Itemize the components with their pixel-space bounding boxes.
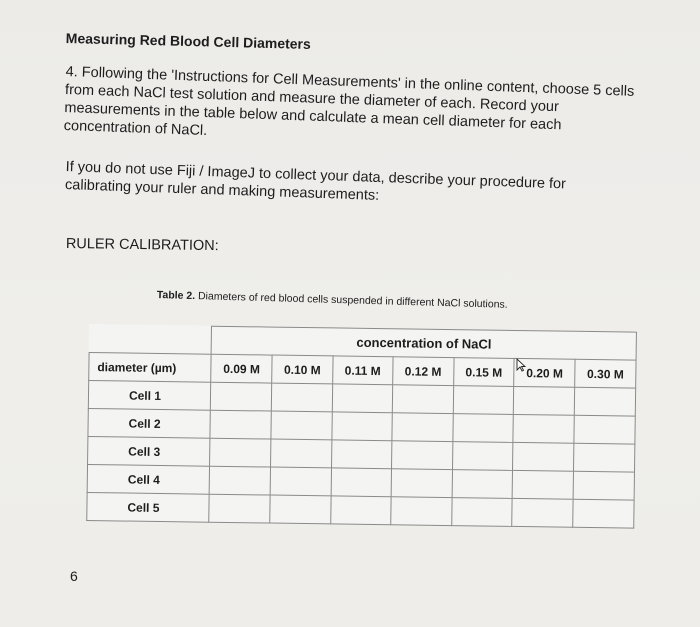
data-cell[interactable] (270, 467, 331, 496)
concentration-header: concentration of NaCl (211, 326, 636, 360)
data-cell[interactable] (574, 387, 635, 416)
data-cell[interactable] (271, 411, 332, 440)
data-cell[interactable] (452, 470, 513, 499)
data-cell[interactable] (210, 410, 271, 439)
data-cell[interactable] (392, 385, 453, 414)
row-label: Cell 1 (88, 381, 211, 411)
table-caption (157, 289, 508, 311)
data-cell[interactable] (574, 443, 635, 472)
column-header: 0.10 M (272, 355, 333, 384)
data-cell[interactable] (453, 386, 514, 415)
mouse-pointer-icon (516, 358, 526, 372)
data-cell[interactable] (332, 384, 392, 413)
data-cell[interactable] (210, 438, 271, 467)
column-header: 0.11 M (333, 356, 393, 385)
data-cell[interactable] (392, 413, 453, 442)
page-number: 6 (70, 568, 78, 584)
data-cell[interactable] (513, 414, 574, 443)
data-cell[interactable] (452, 414, 513, 443)
page-heading: Measuring Red Blood Cell Diameters (65, 30, 311, 52)
diameter-row-header: diameter (µm) (89, 353, 212, 383)
data-cell[interactable] (452, 442, 513, 471)
row-label: Cell 3 (88, 436, 211, 466)
data-cell[interactable] (209, 494, 270, 523)
data-cell[interactable] (574, 415, 635, 444)
data-cell[interactable] (331, 468, 391, 497)
data-cell[interactable] (331, 496, 391, 525)
data-cell[interactable] (391, 497, 452, 526)
fiji-note-paragraph: If you do not use Fiji / ImageJ to collect your data, describe your procedure for calibrating your ruler and making measurements: (64, 158, 567, 204)
data-cell[interactable] (513, 442, 574, 471)
data-cell[interactable] (209, 466, 270, 495)
column-header: 0.12 M (392, 357, 453, 386)
row-label: Cell 4 (87, 464, 210, 494)
table-caption-prefix: Table 2. (156, 289, 196, 303)
data-cell[interactable] (270, 495, 331, 524)
data-cell[interactable] (514, 386, 575, 415)
data-cell[interactable] (573, 499, 634, 528)
data-cell[interactable] (391, 441, 452, 470)
column-header: 0.20 M (514, 358, 575, 387)
column-header: 0.09 M (211, 354, 272, 383)
data-cell[interactable] (391, 469, 452, 498)
data-cell[interactable] (332, 412, 392, 441)
blank-corner-cell (89, 325, 212, 355)
ruler-calibration-label: RULER CALIBRATION: (65, 236, 219, 255)
data-cell[interactable] (331, 440, 391, 469)
row-label: Cell 2 (88, 408, 211, 438)
column-header: 0.15 M (453, 358, 514, 387)
diameter-table (86, 324, 637, 529)
data-cell[interactable] (512, 470, 573, 499)
data-cell[interactable] (573, 471, 634, 500)
data-cell[interactable] (512, 498, 573, 527)
column-header: 0.30 M (575, 359, 636, 388)
table-caption-text: Diameters of red blood cells suspended in different NaCl solutions. (197, 290, 508, 311)
data-cell[interactable] (271, 383, 332, 412)
row-label: Cell 5 (87, 492, 210, 522)
diameter-table-wrapper (86, 324, 642, 529)
data-cell[interactable] (211, 382, 272, 411)
data-cell[interactable] (271, 439, 332, 468)
data-cell[interactable] (451, 498, 512, 527)
instructions-paragraph: 4. Following the 'Instructions for Cell Measurements' in the online content, choose 5 cells from each NaCl test solution and measure the diameter of each. Record your measurements in the table below and calculate a mean cell diameter for each concentration of NaCl. (63, 63, 635, 139)
